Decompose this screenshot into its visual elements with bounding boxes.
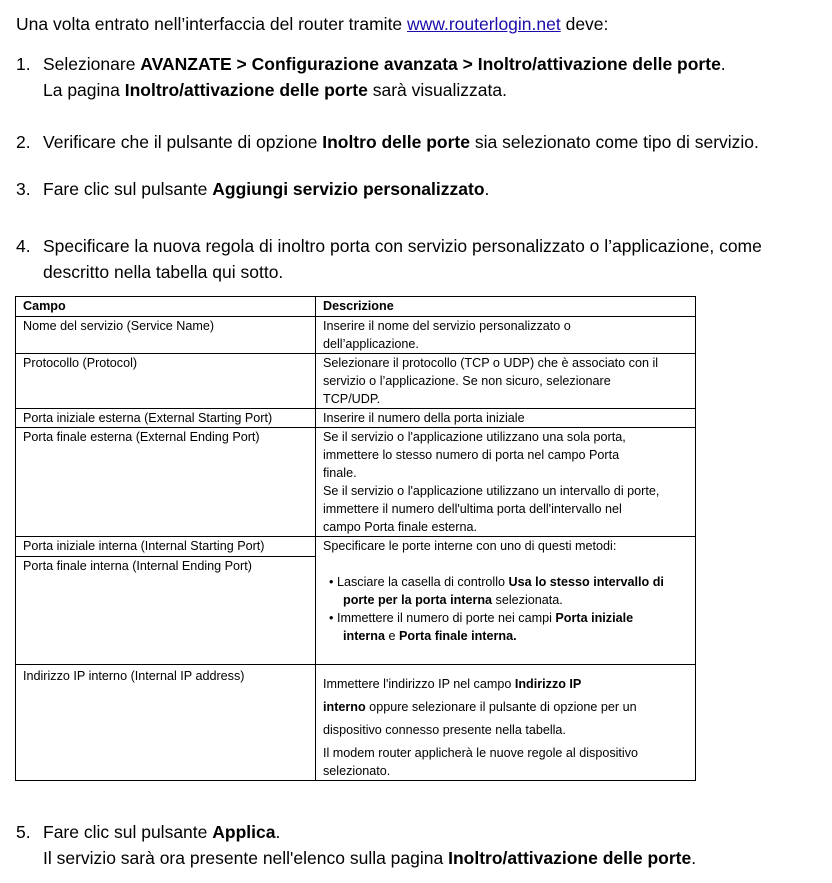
step-number: 1.: [16, 54, 31, 74]
description-cell: Inserire il numero della porta iniziale: [316, 409, 696, 428]
step-1-line-2: La pagina Inoltro/attivazione delle porte sarà visualizzata.: [43, 80, 507, 100]
table-row: [16, 428, 696, 537]
table-header-row: [16, 297, 696, 317]
table-row: [16, 317, 696, 354]
intro-text: Una volta entrato nell’interfaccia del router tramite: [16, 14, 408, 34]
step-4-line-2: descritto nella tabella qui sotto.: [43, 262, 284, 282]
field-cell: Porta iniziale esterna (External Starting Port): [16, 409, 316, 428]
list-item: • Lasciare la casella di controllo Usa lo stesso intervallo di porte per la porta interna selezionata.: [329, 575, 664, 607]
internal-starting-port-label: Porta iniziale interna (Internal Starting Port): [16, 537, 315, 557]
description-cell: Selezionare il protocollo (TCP o UDP) che è associato con il servizio o l’applicazione. Se non sicuro, selezionare TCP/UDP.: [316, 354, 696, 409]
field-cell: Porta finale esterna (External Ending Port): [16, 428, 316, 537]
table-row: [16, 354, 696, 409]
column-header-descrizione: Descrizione: [316, 297, 696, 317]
step-5-line-1: Fare clic sul pulsante Applica.: [43, 822, 281, 842]
description-cell: Se il servizio o l'applicazione utilizzano una sola porta, immettere lo stesso numero di porta nel campo Porta finale. Se il servizio o l'applicazione utilizzano un intervallo di porte, immettere il numero dell'ultima porta dell'intervallo nel campo Porta finale esterna.: [316, 428, 696, 537]
intro-line: [16, 12, 608, 36]
table-row: [16, 665, 696, 781]
intro-text-end: deve:: [560, 14, 609, 34]
field-cell: [16, 537, 316, 665]
step-5-line-2: Il servizio sarà ora presente nell'elenco sulla pagina Inoltro/attivazione delle porte.: [43, 848, 697, 868]
port-forwarding-table: [15, 296, 696, 781]
table-row: [16, 409, 696, 428]
table-row: [16, 537, 696, 665]
step-number: 3.: [16, 179, 31, 199]
routerlogin-link[interactable]: www.routerlogin.net: [407, 14, 561, 34]
description-cell: [316, 537, 696, 665]
field-cell: Indirizzo IP interno (Internal IP address): [16, 665, 316, 781]
field-cell: Nome del servizio (Service Name): [16, 317, 316, 354]
description-cell: Immettere l'indirizzo IP nel campo Indirizzo IP interno oppure selezionare il pulsante di opzione per un dispositivo connesso presente nella tabella. Il modem router applicherà le nuove regole al dispositivo selezionato.: [316, 665, 696, 781]
step-number: 5.: [16, 822, 31, 842]
step-1-line-1: Selezionare AVANZATE > Configurazione avanzata > Inoltro/attivazione delle porte.: [43, 54, 726, 74]
step-2-line-1: Verificare che il pulsante di opzione Inoltro delle porte sia selezionato come tipo di servizio.: [43, 132, 759, 152]
step-4-line-1: Specificare la nuova regola di inoltro porta con servizio personalizzato o l’applicazione, come: [43, 236, 762, 256]
field-cell: Protocollo (Protocol): [16, 354, 316, 409]
column-header-campo: Campo: [16, 297, 316, 317]
step-number: 4.: [16, 236, 31, 256]
internal-ending-port-label: Porta finale interna (Internal Ending Port): [23, 559, 252, 573]
internal-ports-intro: Specificare le porte interne con uno di questi metodi:: [323, 539, 617, 553]
step-3-line-1: Fare clic sul pulsante Aggiungi servizio personalizzato.: [43, 179, 490, 199]
description-cell: Inserire il nome del servizio personalizzato o dell’applicazione.: [316, 317, 696, 354]
step-number: 2.: [16, 132, 31, 152]
list-item: • Immettere il numero di porte nei campi Porta iniziale interna e Porta finale interna.: [329, 611, 634, 643]
